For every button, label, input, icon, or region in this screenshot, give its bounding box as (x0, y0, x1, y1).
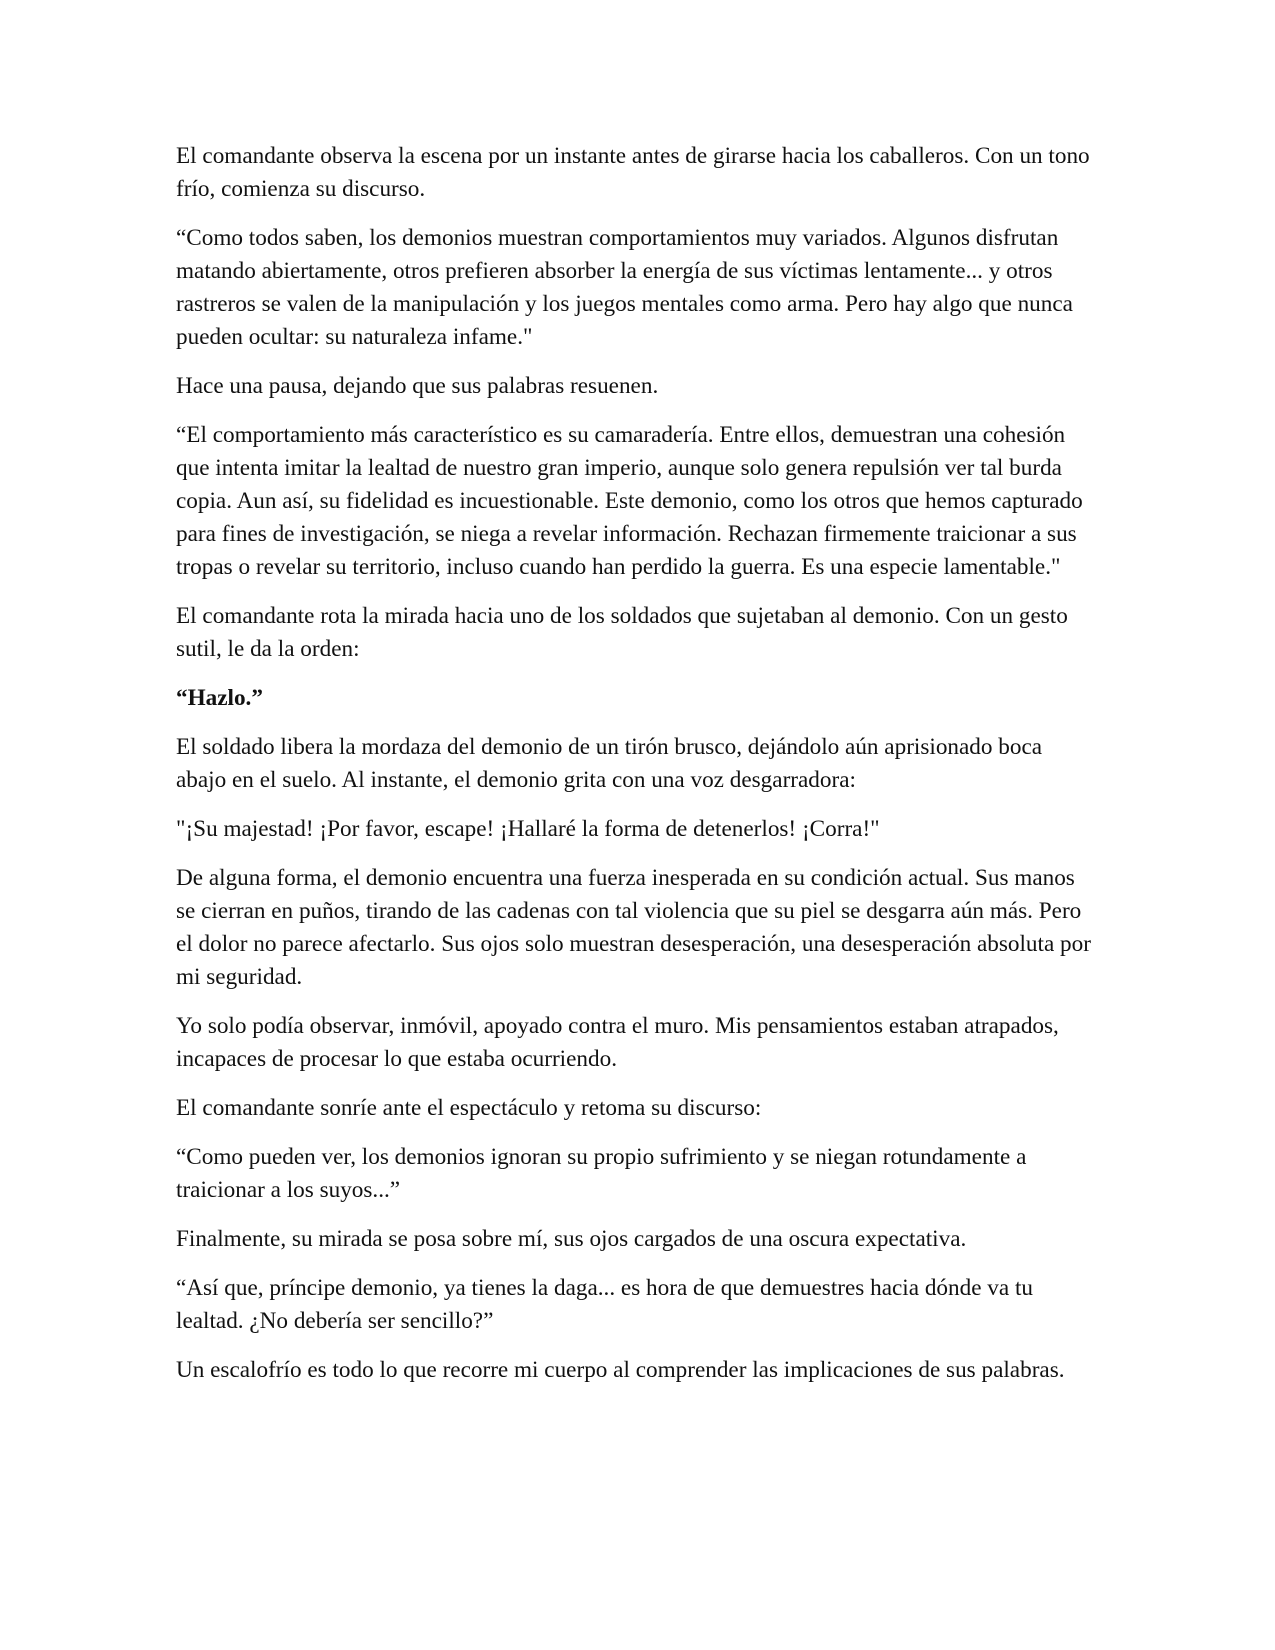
paragraph: "¡Su majestad! ¡Por favor, escape! ¡Hallaré la forma de detenerlos! ¡Corra!" (176, 816, 880, 842)
paragraph: “Como todos saben, los demonios muestran comportamientos muy variados. Algunos disfrutan matando abiertamente, otros prefieren absorber la energía de sus víctimas lentamente... y otros rastreros se valen de la manipulación y los juegos mentales como arma. Pero hay algo que nunca pueden ocultar: su naturaleza infame." (176, 225, 1073, 350)
paragraph: Yo solo podía observar, inmóvil, apoyado contra el muro. Mis pensamientos estaban atrapados, incapaces de procesar lo que estaba ocurriendo. (176, 1013, 1059, 1072)
paragraph: “Como pueden ver, los demonios ignoran su propio sufrimiento y se niegan rotundamente a traicionar a los suyos...” (176, 1144, 1027, 1203)
bold-paragraph: “Hazlo.” (176, 685, 263, 711)
paragraph: “Así que, príncipe demonio, ya tienes la daga... es hora de que demuestres hacia dónde va tu lealtad. ¿No debería ser sencillo?” (176, 1275, 1033, 1334)
paragraph: El comandante rota la mirada hacia uno de los soldados que sujetaban al demonio. Con un gesto sutil, le da la orden: (176, 603, 1068, 662)
paragraph: De alguna forma, el demonio encuentra una fuerza inesperada en su condición actual. Sus manos se cierran en puños, tirando de las cadenas con tal violencia que su piel se desgarra aún más. Pero el dolor no parece afectarlo. Sus ojos solo muestran desesperación, una desesperación absoluta por mi seguridad. (176, 865, 1091, 990)
paragraph: El soldado libera la mordaza del demonio de un tirón brusco, dejándolo aún aprisionado boca abajo en el suelo. Al instante, el demonio grita con una voz desgarradora: (176, 734, 1043, 793)
paragraph: Un escalofrío es todo lo que recorre mi cuerpo al comprender las implicaciones de sus palabras. (176, 1357, 1065, 1383)
paragraph: El comandante observa la escena por un instante antes de girarse hacia los caballeros. Con un tono frío, comienza su discurso. (176, 143, 1090, 202)
paragraph: El comandante sonríe ante el espectáculo y retoma su discurso: (176, 1095, 762, 1121)
paragraph: “El comportamiento más característico es su camaradería. Entre ellos, demuestran una cohesión que intenta imitar la lealtad de nuestro gran imperio, aunque solo genera repulsión ver tal burda copia. Aun así, su fidelidad es incuestionable. Este demonio, como los otros que hemos capturado para fines de investigación, se niega a revelar información. Rechazan firmemente traicionar a sus tropas o revelar su territorio, incluso cuando han perdido la guerra. Es una especie lamentable." (176, 422, 1083, 580)
paragraph: Finalmente, su mirada se posa sobre mí, sus ojos cargados de una oscura expectativa. (176, 1226, 967, 1252)
document-body (176, 140, 1096, 1403)
paragraph: Hace una pausa, dejando que sus palabras resuenen. (176, 373, 659, 399)
